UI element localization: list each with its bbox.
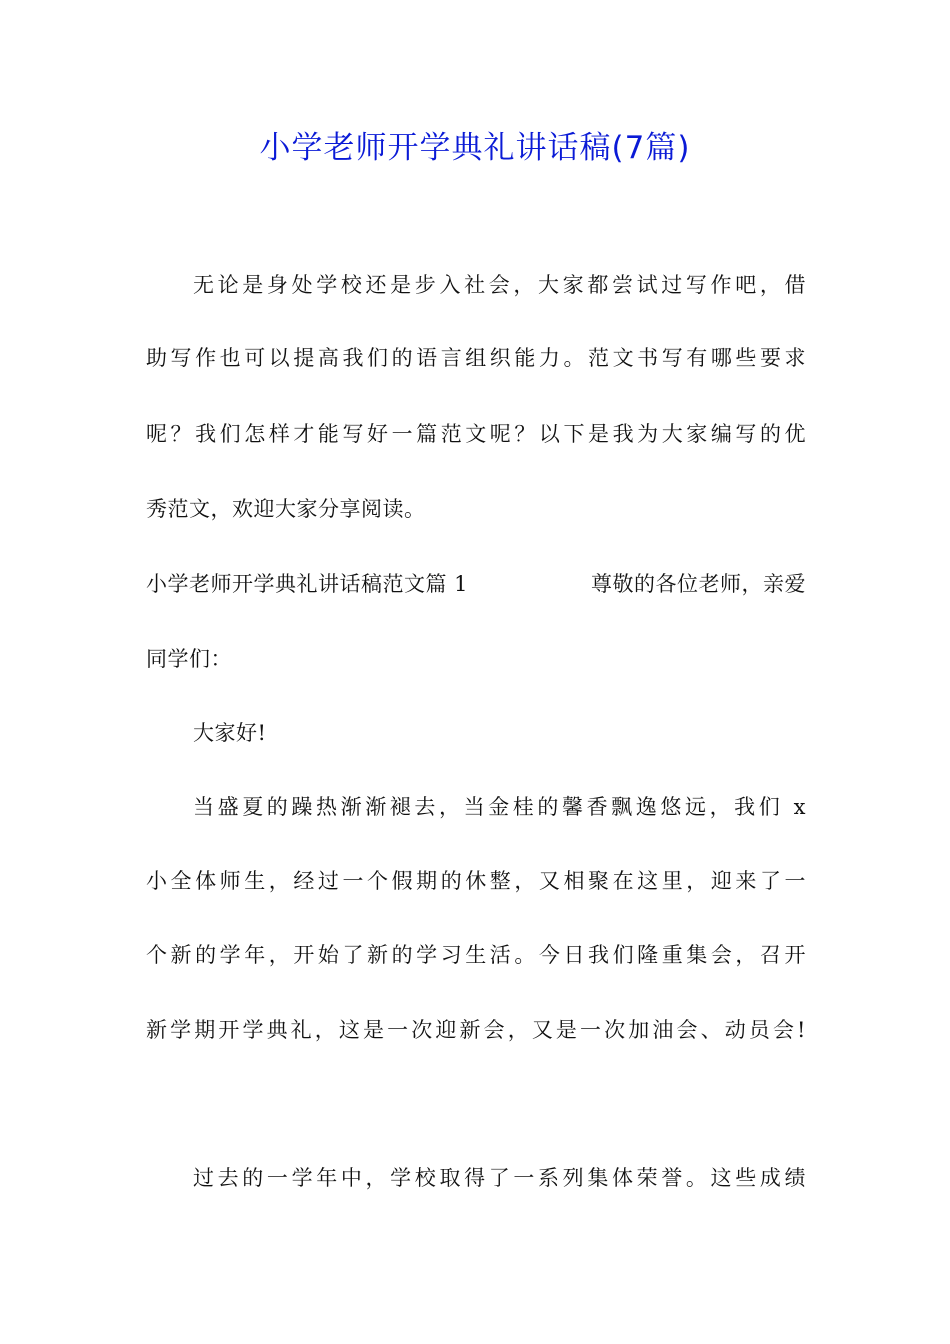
para1-line-2: 小全体师生，经过一个假期的休整，又相聚在这里，迎来了一 bbox=[146, 869, 806, 893]
salutation-end: 同学们： bbox=[146, 647, 232, 671]
para1-line-4: 新学期开学典礼，这是一次迎新会，又是一次加油会、动员会! bbox=[146, 1018, 806, 1042]
intro-line-2: 助写作也可以提高我们的语言组织能力。范文书写有哪些要求 bbox=[146, 346, 806, 370]
greeting: 大家好! bbox=[193, 721, 267, 745]
salutation-start: 尊敬的各位老师，亲爱 bbox=[591, 572, 806, 596]
section-heading-line bbox=[146, 569, 806, 599]
para1-line-1: 当盛夏的躁热渐渐褪去，当金桂的馨香飘逸悠远，我们 x bbox=[193, 795, 806, 819]
section-heading: 小学老师开学典礼讲话稿范文篇 1 bbox=[146, 572, 469, 596]
intro-line-1: 无论是身处学校还是步入社会，大家都尝试过写作吧，借 bbox=[193, 273, 806, 297]
para2-line-1: 过去的一学年中，学校取得了一系列集体荣誉。这些成绩 bbox=[193, 1166, 806, 1190]
intro-line-4: 秀范文，欢迎大家分享阅读。 bbox=[146, 497, 426, 521]
document-title: 小学老师开学典礼讲话稿(7篇) bbox=[259, 130, 691, 166]
intro-line-3: 呢？我们怎样才能写好一篇范文呢？以下是我为大家编写的优 bbox=[146, 422, 806, 446]
para1-line-3: 个新的学年，开始了新的学习生活。今日我们隆重集会，召开 bbox=[146, 943, 806, 967]
